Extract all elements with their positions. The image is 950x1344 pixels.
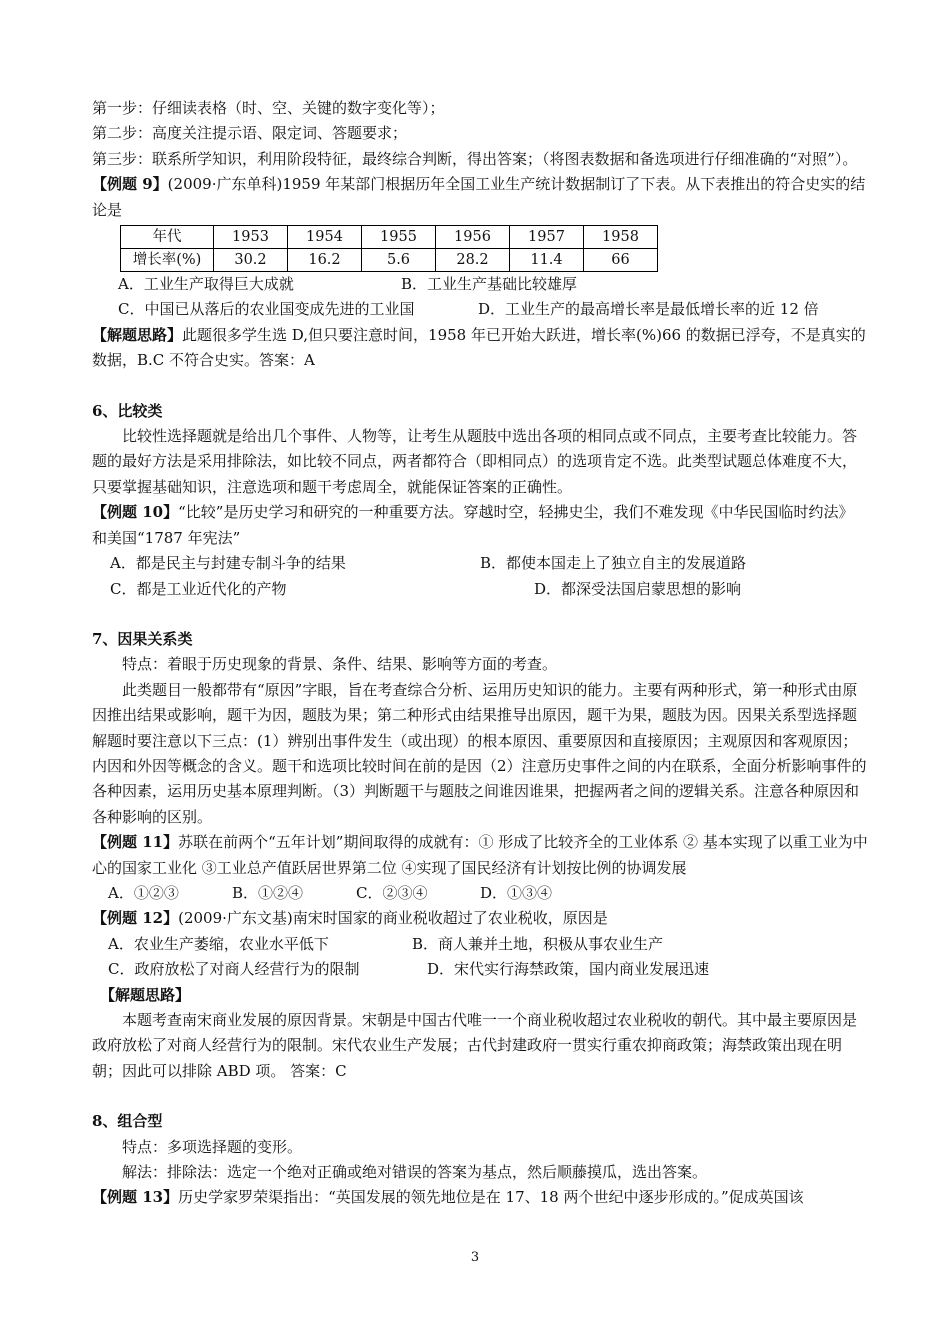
table-cell: 1954 <box>288 226 362 249</box>
option-a: A．①②③ <box>108 883 179 902</box>
example-9-options-cd <box>92 297 868 322</box>
example-12-stem: (2009·广东文基)南宋时国家的商业税收超过了农业税收，原因是 <box>178 909 608 928</box>
step-3: 第三步：联系所学知识，利用阶段特征，最终综合判断，得出答案；（将图表数据和备选项进行仔细准确的“对照”）。 <box>92 149 858 168</box>
option-b: B．都使本国走上了独立自主的发展道路 <box>480 554 747 573</box>
section-8-title: 8、组合型 <box>92 1112 163 1131</box>
example-9 <box>92 172 868 223</box>
section-7-paragraph: 此类题目一般都带有“原因”字眼，旨在考查综合分析、运用历史知识的能力。主要有两种形式，第一种形式由原因推出结果或影响，题干为因，题肢为果；第二种形式由结果推导出原因，题干为果，题肢为因。因果关系型选择题解题时要注意以下三点：(1）辨别出事件发生（或出现）的根本原因、重要原因和直接原因；主观原因和客观原因；内因和外因等概念的含义。题干和选项比较时间在前的是因（2）注意历史事件之间的内在联系，全面分析影响事件的各种因素，运用历史基本原理判断。（3）判断题干与题肢之间谁因谁果，把握两者之间的逻辑关系。注意各种原因和各种影响的区别。 <box>92 680 867 826</box>
section-8-method: 解法：排除法：选定一个绝对正确或绝对错误的答案为基点，然后顺藤摸瓜，选出答案。 <box>122 1163 708 1182</box>
option-a: A．工业生产取得巨大成就 <box>118 275 294 294</box>
example-9-options-ab <box>92 272 868 297</box>
table-cell: 66 <box>584 249 658 272</box>
table-cell: 11.4 <box>510 249 584 272</box>
table-cell: 1957 <box>510 226 584 249</box>
option-b: B．①②④ <box>232 883 304 902</box>
example-11 <box>92 830 868 881</box>
example-12 <box>92 906 868 931</box>
option-d: D．宋代实行海禁政策，国内商业发展迅速 <box>427 960 710 979</box>
example-10-options-cd <box>92 577 868 602</box>
example-13 <box>92 1185 868 1210</box>
option-c: C．②③④ <box>356 883 428 902</box>
table-cell: 1955 <box>362 226 436 249</box>
option-c: C．政府放松了对商人经营行为的限制 <box>108 960 360 979</box>
table-cell: 5.6 <box>362 249 436 272</box>
table-cell: 增长率(%) <box>121 249 214 272</box>
example-9-stem: (2009·广东单科)1959 年某部门根据历年全国工业生产统计数据制订了下表。从下表推出的符合史实的结论是 <box>92 175 866 219</box>
option-b: B．工业生产基础比较雄厚 <box>401 275 578 294</box>
example-13-label: 【例题 13】 <box>92 1188 179 1207</box>
growth-rate-table <box>120 225 658 272</box>
option-b: B．商人兼并土地，积极从事农业生产 <box>412 934 664 953</box>
option-a: A．农业生产萎缩，农业水平低下 <box>108 934 329 953</box>
step-1: 第一步：仔细读表格（时、空、关键的数字变化等）； <box>92 99 445 117</box>
example-10 <box>92 500 868 551</box>
option-c: C．都是工业近代化的产物 <box>110 579 287 598</box>
table-cell: 16.2 <box>288 249 362 272</box>
example-10-label: 【例题 10】 <box>92 503 179 522</box>
example-13-stem: 历史学家罗荣渠指出：“英国发展的领先地位是在 17、18 两个世纪中逐步形成的。”促成英国该 <box>178 1188 804 1207</box>
table-cell: 1958 <box>584 226 658 249</box>
option-a: A．都是民主与封建专制斗争的结果 <box>110 554 346 573</box>
section-8-feature: 特点：多项选择题的变形。 <box>122 1137 303 1156</box>
page-number: 3 <box>470 1250 480 1265</box>
analysis-label: 【解题思路】 <box>92 325 183 344</box>
table-cell: 28.2 <box>436 249 510 272</box>
table-cell: 30.2 <box>214 249 288 272</box>
section-6-paragraph: 比较性选择题就是给出几个事件、人物等，让考生从题肢中选出各项的相同点或不同点，主要考查比较能力。答题的最好方法是采用排除法，如比较不同点，两者都符合（即相同点）的选项肯定不选。此类型试题总体难度不大，只要掌握基础知识，注意选项和题干考虑周全，就能保证答案的正确性。 <box>92 427 858 496</box>
table-cell: 1956 <box>436 226 510 249</box>
section-6-title: 6、比较类 <box>92 401 163 420</box>
table-header-row <box>121 226 658 249</box>
analysis-text: 此题很多学生选 D,但只要注意时间，1958 年已开始大跃进，增长率(%)66 的数据已浮夸，不是真实的数据，B.C 不符合史实。答案：A <box>92 325 866 370</box>
step-2: 第二步：高度关注提示语、限定词、答题要求； <box>92 124 408 143</box>
example-11-stem: 苏联在前两个“五年计划”期间取得的成就有：① 形成了比较齐全的工业体系 ② 基本实现了以重工业为中心的国家工业化 ③工业总产值跃居世界第二位 ④实现了国民经济有计划按比例的协调发展 <box>92 833 868 877</box>
example-12-analysis: 本题考查南宋商业发展的原因背景。宋朝是中国古代唯一一个商业税收超过农业税收的朝代。其中最主要原因是政府放松了对商人经营行为的限制。宋代农业生产发展；古代封建政府一贯实行重农抑商政策；海禁政策出现在明朝；因此可以排除 ABD 项。 答案：C <box>92 1011 858 1080</box>
example-12-options-ab <box>92 932 868 957</box>
section-7-title: 7、因果关系类 <box>92 629 193 648</box>
example-9-label: 【例题 9】 <box>92 175 168 194</box>
example-11-options <box>92 881 868 906</box>
example-12-label: 【例题 12】 <box>92 909 179 928</box>
example-10-options-ab <box>92 551 868 576</box>
section-7-feature: 特点：着眼于历史现象的背景、条件、结果、影响等方面的考查。 <box>122 655 558 674</box>
example-12-analysis-label: 【解题思路】 <box>100 985 191 1004</box>
example-10-stem: “比较”是历史学习和研究的一种重要方法。穿越时空，轻拂史尘，我们不难发现《中华民国临时约法》和美国“1787 年宪法” <box>92 503 854 547</box>
example-12-options-cd <box>92 957 868 982</box>
document-page <box>92 96 868 1211</box>
option-c: C．中国已从落后的农业国变成先进的工业国 <box>118 300 415 319</box>
option-d: D．都深受法国启蒙思想的影响 <box>534 579 742 598</box>
example-11-label: 【例题 11】 <box>92 833 179 852</box>
table-row <box>121 249 658 272</box>
table-cell: 年代 <box>121 226 214 249</box>
option-d: D．①③④ <box>480 883 553 902</box>
example-9-analysis <box>92 323 868 374</box>
option-d: D．工业生产的最高增长率是最低增长率的近 12 倍 <box>478 300 819 319</box>
table-cell: 1953 <box>214 226 288 249</box>
